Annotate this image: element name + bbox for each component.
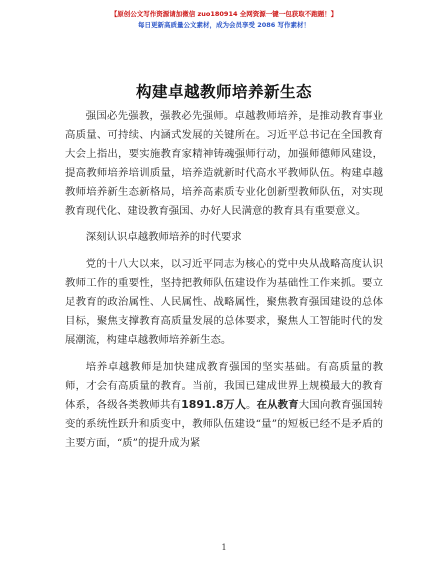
promo-banner-line-1: 【原创公文写作资源请加微信 zuo180914 全网资源一键一包获取不跑题！】 <box>110 10 338 18</box>
paragraph-text: 大国向教育强国转变的系统性跃升和质变中，教师队伍建设“量”的短板已经不是矛盾的主要方面，“质”的提升成为紧 <box>65 398 384 449</box>
teacher-count-stat: 1891.8万人 <box>181 397 246 411</box>
section-heading: 深刻认识卓越教师培养的时代要求 <box>85 231 242 244</box>
paragraph-intro: 强国必先强教，强教必先强师。卓越教师培养，是推动教育事业高质量、可持续、内涵式发展的关键所在。习近平总书记在全国教育大会上指出，要实施教育家精神铸魂强师行动，加强师德师风建设，提高教师培养培训质量，培养造就新时代高水平教师队伍。构建卓越教师培养新生态新格局，培养高素质专业化创新型教师队伍，对实现教育现代化、建设教育强国、办好人民满意的教育具有重要意义。 <box>65 110 383 217</box>
page-number: 1 <box>221 543 227 552</box>
promo-banner-line-2: 每日更新高质量公文素材，成为会员享受 2086 写作素材！ <box>137 21 311 29</box>
document-body <box>65 107 383 460</box>
paragraph-section-1: 党的十八大以来，以习近平同志为核心的党中央从战略高度认识教师工作的重要性，坚持把教师队伍建设作为基础性工作来抓。要立足教育的政治属性、人民属性、战略属性，聚焦教育强国建设的总体目标，聚焦支撑教育高质量发展的总体要求，聚焦人工智能时代的发展潮流，构建卓越教师培养新生态。 <box>65 258 383 346</box>
bold-text: 在从教育 <box>256 398 299 411</box>
document-title: 构建卓越教师培养新生态 <box>135 83 312 101</box>
paragraph-text: 培养卓越教师是加快建成教育强国的坚实基础。有高质量的教师，才会有高质量的教育。当前，我国已建成世界上规模最大的教育体系，各级各类教师共有 <box>65 360 383 411</box>
paragraph-section-2 <box>65 358 383 453</box>
promo-banner <box>0 9 448 31</box>
paragraph-text: 。 <box>246 398 257 411</box>
